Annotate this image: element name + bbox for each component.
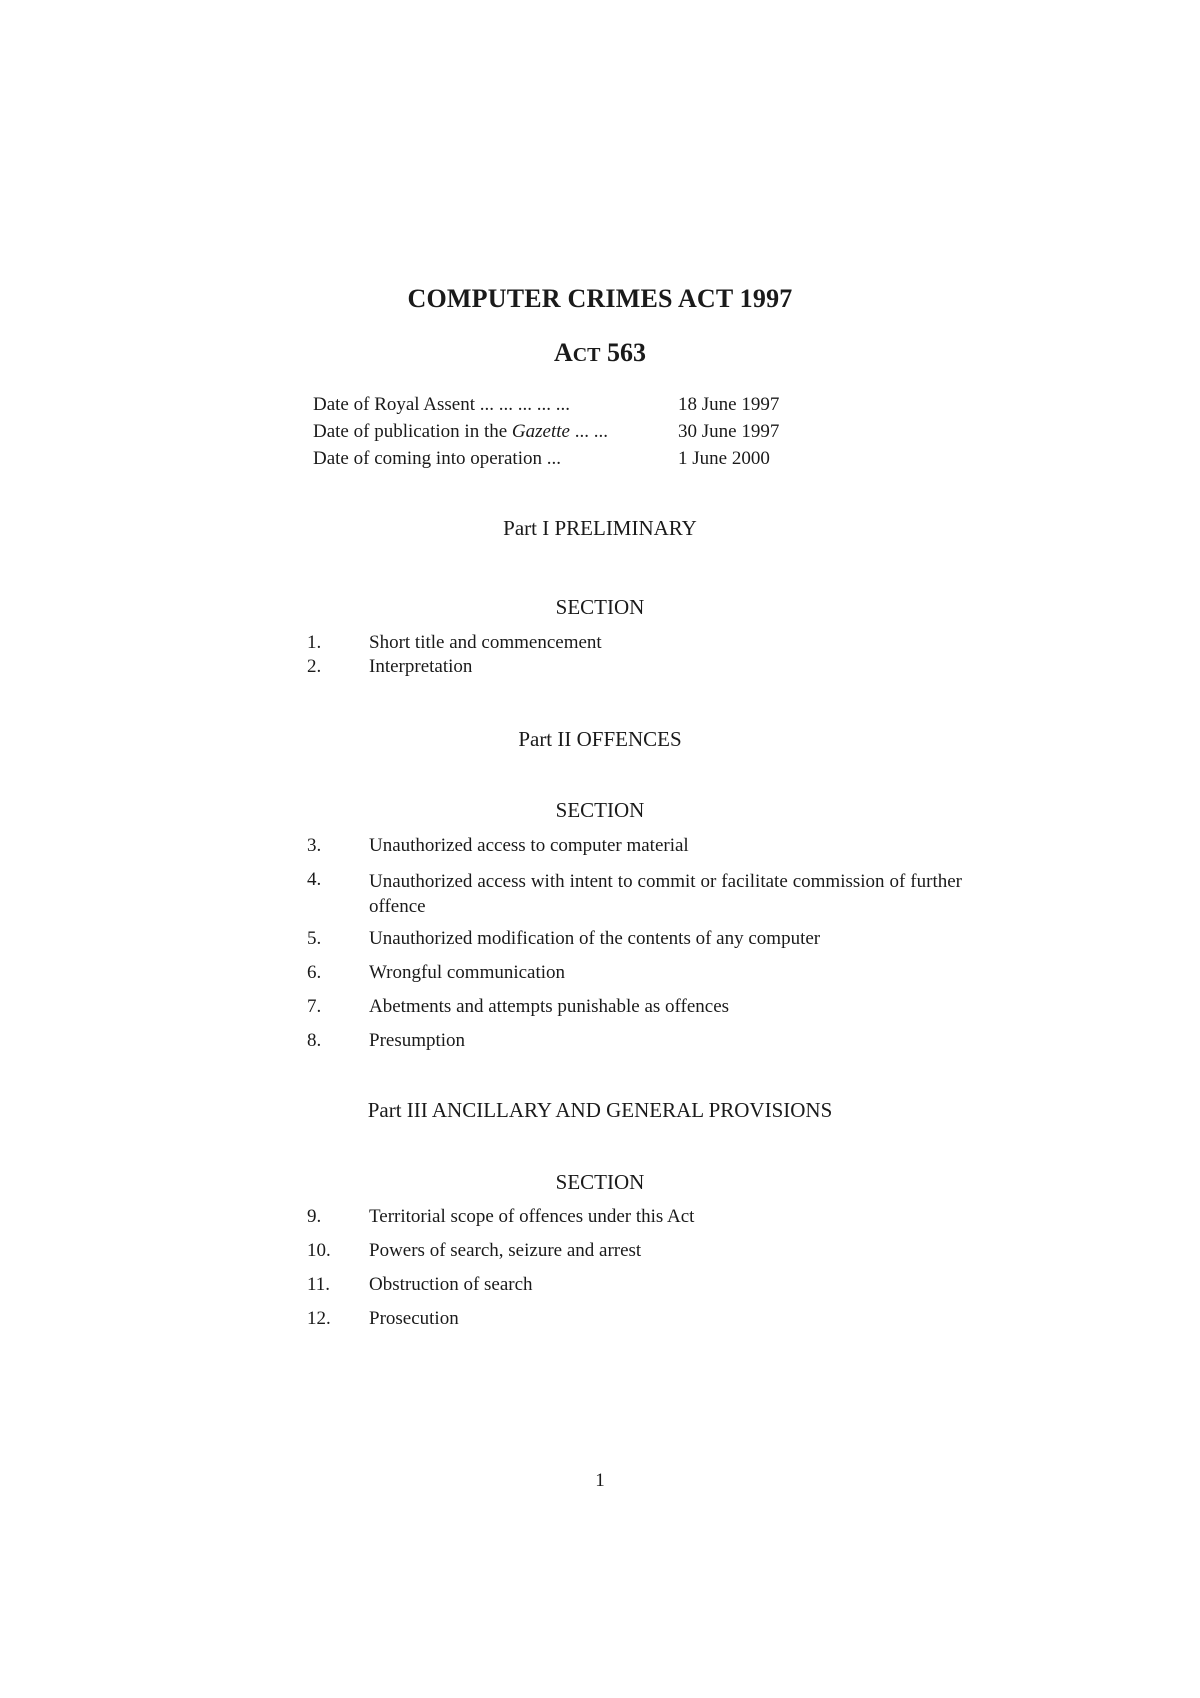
date-value: 18 June 1997 — [678, 394, 780, 415]
list-item — [307, 996, 962, 1030]
section-number: 11. — [307, 1274, 331, 1295]
date-value: 30 June 1997 — [678, 421, 780, 442]
date-value: 1 June 2000 — [678, 448, 770, 469]
date-row-publication — [313, 421, 873, 448]
section-title: Unauthorized modification of the contents of any computer — [369, 928, 821, 949]
date-row-royal-assent — [313, 394, 873, 421]
list-item — [307, 962, 962, 996]
section-list — [307, 835, 962, 1064]
list-item — [307, 1206, 962, 1240]
list-item — [307, 1240, 962, 1274]
section-title: Wrongful communication — [369, 962, 566, 983]
section-number: 7. — [307, 996, 322, 1017]
list-item — [307, 1030, 962, 1064]
section-heading: SECTION — [555, 1170, 645, 1194]
list-item — [307, 1308, 962, 1342]
section-number: 9. — [307, 1206, 322, 1227]
section-number: 2. — [307, 656, 322, 677]
list-item — [307, 656, 962, 680]
list-item — [307, 632, 962, 656]
section-number: 6. — [307, 962, 322, 983]
list-item — [307, 928, 962, 962]
section-title: Unauthorized access to computer material — [369, 835, 689, 856]
act-number — [0, 338, 1200, 368]
section-number: 5. — [307, 928, 322, 949]
section-list — [307, 1206, 962, 1342]
section-title: Obstruction of search — [369, 1274, 533, 1295]
section-title: Powers of search, seizure and arrest — [369, 1240, 642, 1261]
section-title: Territorial scope of offences under this Act — [369, 1206, 695, 1227]
section-title: Interpretation — [369, 656, 473, 677]
section-number: 1. — [307, 632, 322, 653]
act-number-value: 563 — [607, 338, 647, 367]
section-title: Prosecution — [369, 1308, 459, 1329]
section-title: Unauthorized access with intent to commit or facilitate commission of further offence — [369, 871, 962, 917]
date-label-italic: Gazette — [511, 421, 570, 442]
section-heading: SECTION — [555, 798, 645, 822]
part-heading: Part I PRELIMINARY — [503, 516, 697, 540]
date-label: Date of Royal Assent ... ... ... ... ... — [313, 394, 571, 415]
date-label: Date of coming into operation ... — [313, 448, 561, 469]
dates-table — [313, 394, 873, 475]
date-label-dots: ... ... — [569, 421, 608, 442]
section-heading: SECTION — [555, 595, 645, 619]
date-label — [313, 421, 608, 443]
section-number: 4. — [307, 869, 322, 890]
list-item — [307, 835, 962, 869]
section-number: 12. — [307, 1308, 331, 1329]
document-title: COMPUTER CRIMES ACT 1997 — [407, 284, 793, 313]
act-prefix-big: A — [553, 338, 573, 367]
part-heading: Part III ANCILLARY AND GENERAL PROVISIONS — [367, 1098, 833, 1122]
section-list — [307, 632, 962, 680]
section-number: 8. — [307, 1030, 322, 1051]
date-row-operation — [313, 448, 873, 475]
part-heading: Part II OFFENCES — [518, 727, 682, 751]
section-number: 10. — [307, 1240, 331, 1261]
list-item — [307, 1274, 962, 1308]
section-number: 3. — [307, 835, 322, 856]
section-title: Short title and commencement — [369, 632, 602, 653]
act-prefix-small: CT — [572, 344, 601, 366]
section-title: Presumption — [369, 1030, 466, 1051]
section-title: Abetments and attempts punishable as offences — [369, 996, 730, 1017]
page-number: 1 — [595, 1470, 605, 1491]
date-label-text: Date of publication in the — [313, 421, 512, 442]
list-item — [307, 869, 962, 928]
